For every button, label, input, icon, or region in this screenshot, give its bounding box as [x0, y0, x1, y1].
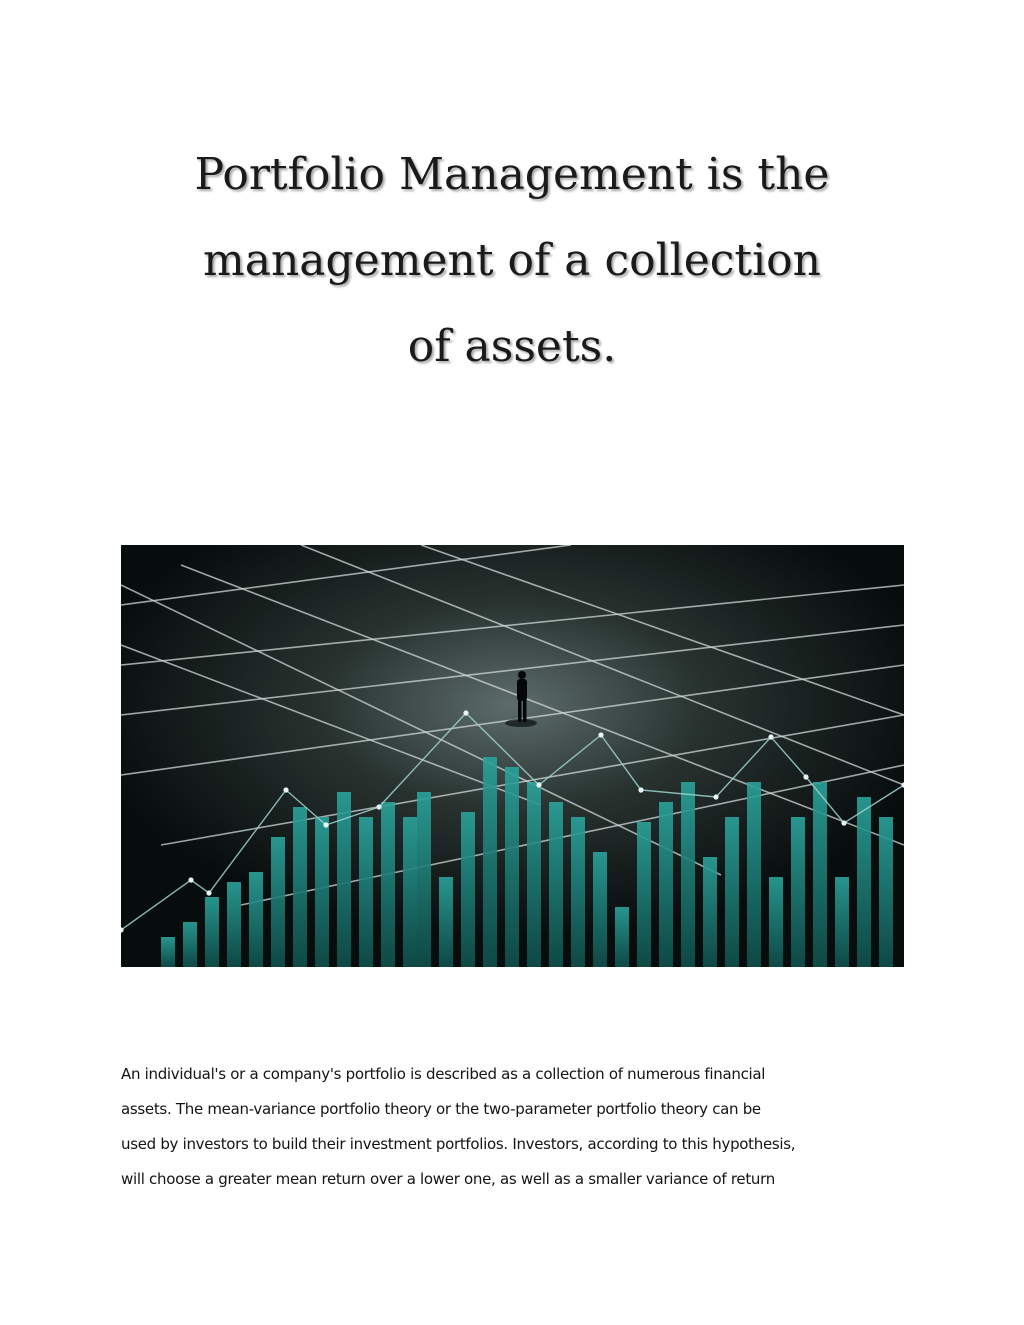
bar — [505, 767, 519, 967]
paragraph-line: used by investors to build their investment portfolios. Investors, according to this hypothesis, — [121, 1135, 796, 1153]
bar — [359, 817, 373, 967]
bar — [527, 782, 541, 967]
bar — [227, 882, 241, 967]
bar — [791, 817, 805, 967]
bar — [271, 837, 285, 967]
paragraph-line: will choose a greater mean return over a lower one, as well as a smaller variance of return — [121, 1170, 775, 1188]
bar — [659, 802, 673, 967]
hero-illustration — [121, 545, 904, 967]
bar — [381, 802, 395, 967]
trend-point — [376, 804, 381, 809]
title-line: management of a collection — [202, 235, 822, 286]
trend-point — [713, 794, 718, 799]
bar — [593, 852, 607, 967]
bar — [857, 797, 871, 967]
bar — [183, 922, 197, 967]
trend-point — [803, 774, 808, 779]
trend-point — [188, 877, 193, 882]
bar — [483, 757, 497, 967]
trend-point — [463, 710, 468, 715]
bar — [293, 807, 307, 967]
bar — [417, 792, 431, 967]
bar — [637, 822, 651, 967]
paragraph-line: An individual's or a company's portfolio is described as a collection of numerous financial — [121, 1065, 766, 1083]
trend-point — [323, 822, 328, 827]
paragraph-line: assets. The mean-variance portfolio theory or the two-parameter portfolio theory can be — [121, 1100, 761, 1118]
bar — [835, 877, 849, 967]
bar — [769, 877, 783, 967]
bar — [549, 802, 563, 967]
bar — [571, 817, 585, 967]
bar — [879, 817, 893, 967]
bar — [205, 897, 219, 967]
bar — [439, 877, 453, 967]
title-line: of assets. — [407, 321, 617, 372]
bar — [813, 782, 827, 967]
bar — [403, 817, 417, 967]
bar — [315, 817, 329, 967]
body-paragraph — [121, 1057, 921, 1197]
bar — [747, 782, 761, 967]
bar — [725, 817, 739, 967]
trend-point — [768, 734, 773, 739]
trend-point — [598, 732, 603, 737]
bar — [249, 872, 263, 967]
trend-point — [638, 787, 643, 792]
finance-chart-man-image — [121, 545, 904, 967]
trend-point — [283, 787, 288, 792]
trend-point — [841, 820, 846, 825]
bar — [681, 782, 695, 967]
page-title — [112, 132, 912, 390]
title-line: Portfolio Management is the — [194, 149, 830, 200]
bar — [461, 812, 475, 967]
bar — [161, 937, 175, 967]
bar — [615, 907, 629, 967]
bar — [703, 857, 717, 967]
trend-point — [206, 890, 211, 895]
trend-point — [536, 782, 541, 787]
